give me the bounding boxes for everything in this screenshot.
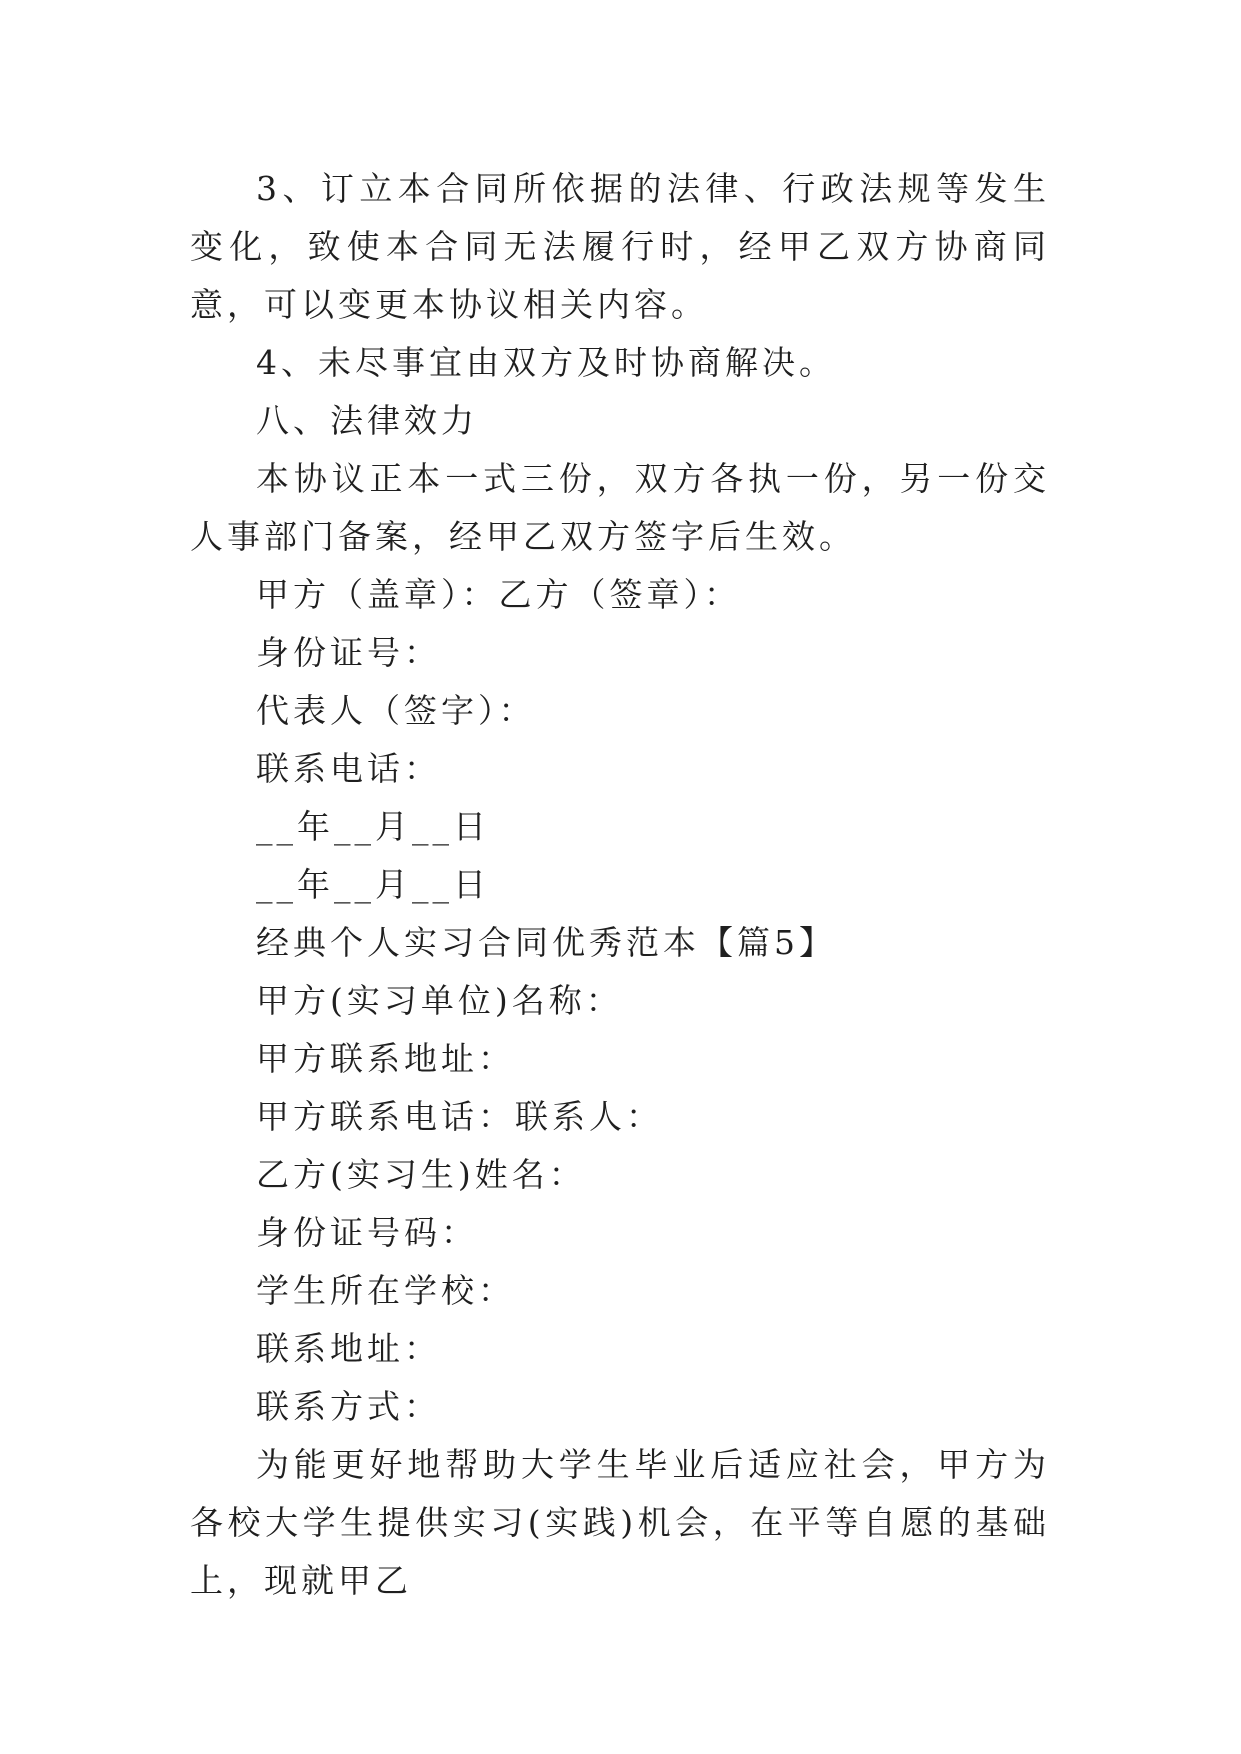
- field-party-b-name: 乙方(实习生)姓名：: [256, 1155, 586, 1194]
- section-title-template-5: 经典个人实习合同优秀范本【篇5】: [256, 923, 836, 962]
- field-representative: 代表人（签字）：: [256, 691, 536, 730]
- paragraph-intro: 为能更好地帮助大学生毕业后适应社会，甲方为各校大学生提供实习(实践)机会，在平等自愿的基础上，现就甲乙: [190, 1445, 1050, 1600]
- field-party-a-address: 甲方联系地址：: [256, 1039, 515, 1078]
- field-phone: 联系电话：: [256, 749, 441, 788]
- section-heading-legal-effect: 八、法律效力: [256, 401, 478, 440]
- field-contact-address: 联系地址：: [256, 1329, 441, 1368]
- signature-line-parties: 甲方（盖章）：乙方（签章）：: [256, 575, 741, 614]
- date-line-party-a: __年__月__日: [256, 807, 490, 846]
- paragraph-clause-4: 4、未尽事宜由双方及时协商解决。: [256, 343, 836, 382]
- paragraph-clause-3: 3、订立本合同所依据的法律、行政法规等发生变化，致使本合同无法履行时，经甲乙双方协商同意，可以变更本协议相关内容。: [190, 169, 1050, 324]
- field-party-a-phone-contact: 甲方联系电话：联系人：: [256, 1097, 663, 1136]
- field-id-card-number: 身份证号码：: [256, 1213, 478, 1252]
- field-id-number: 身份证号：: [256, 633, 441, 672]
- field-contact-method: 联系方式：: [256, 1387, 441, 1426]
- paragraph-copies: 本协议正本一式三份，双方各执一份，另一份交人事部门备案，经甲乙双方签字后生效。: [190, 459, 1050, 556]
- date-line-party-b: __年__月__日: [256, 865, 490, 904]
- field-party-a-name: 甲方(实习单位)名称：: [256, 981, 623, 1020]
- field-school: 学生所在学校：: [256, 1271, 515, 1310]
- document-body: [190, 160, 1050, 1610]
